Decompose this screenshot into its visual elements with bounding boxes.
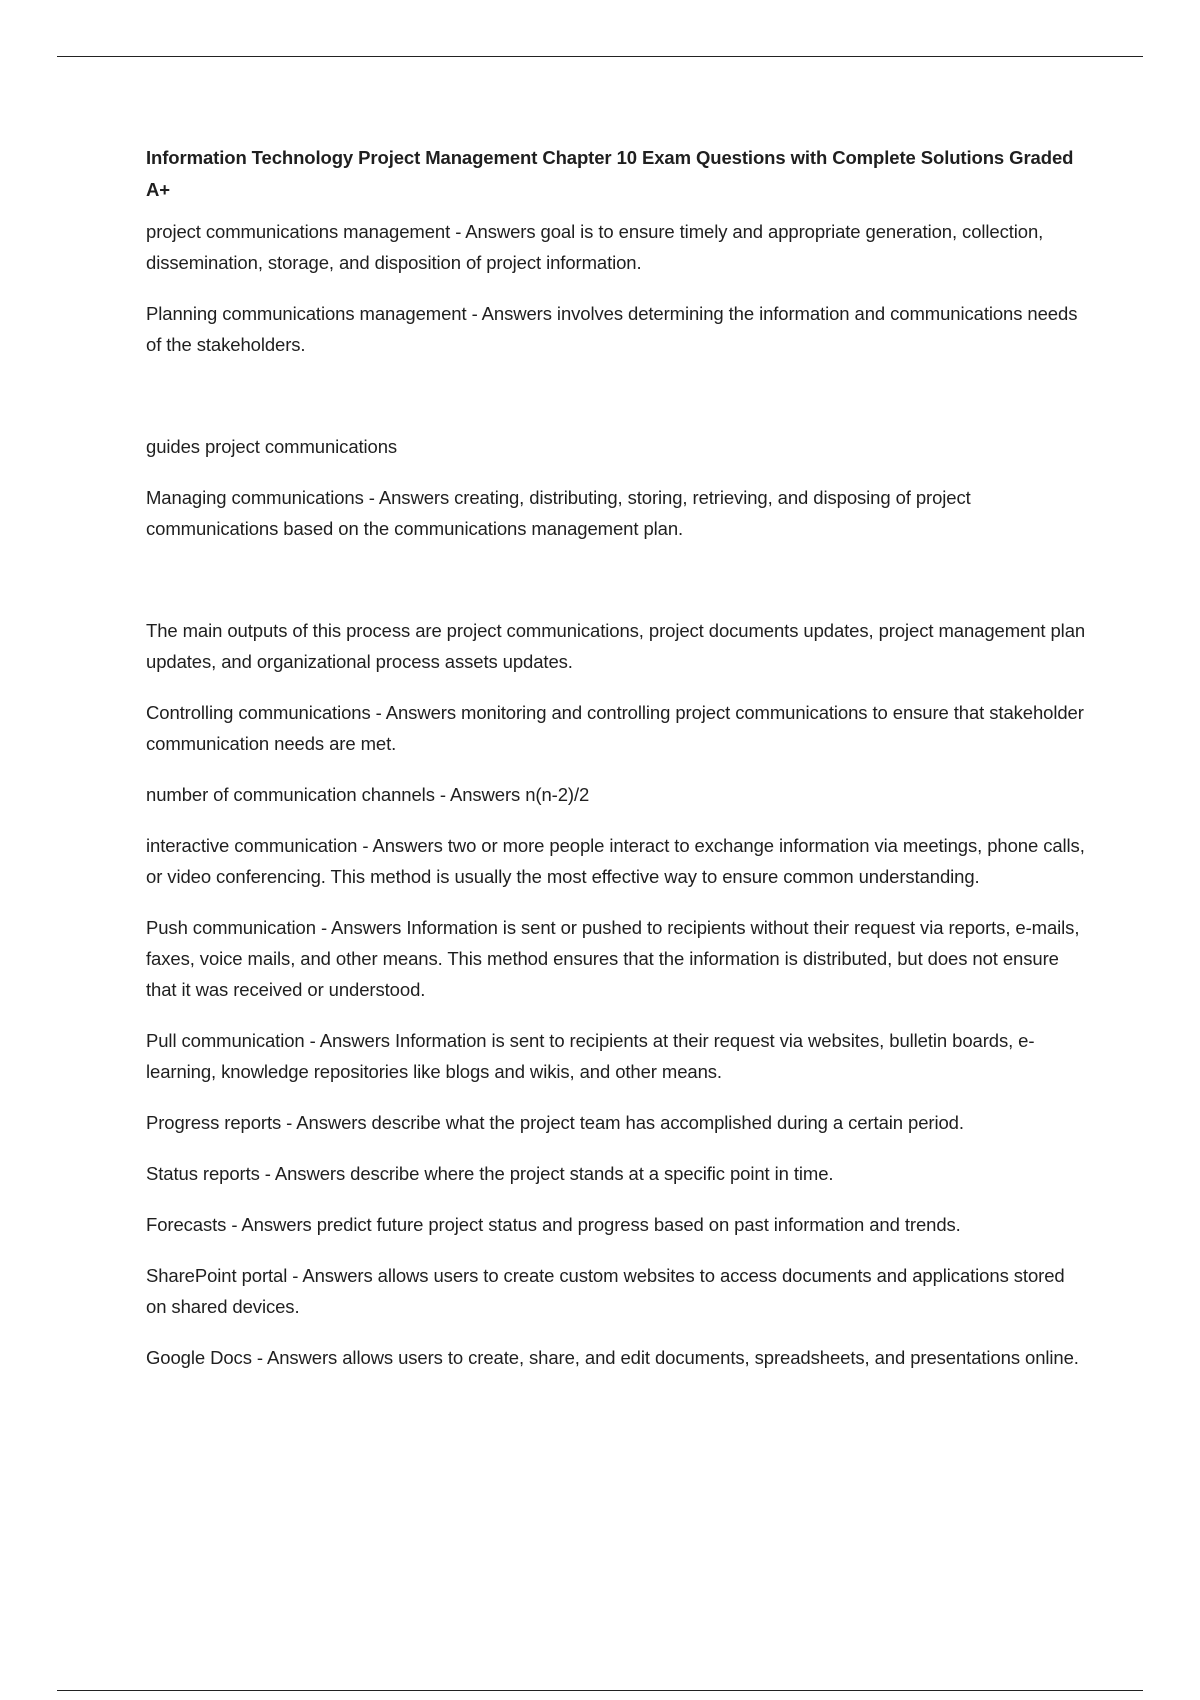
paragraph: Push communication - Answers Information is sent or pushed to recipients without their request via reports, e-mails, faxes, voice mails, and other means. This method ensures that the information is distributed, but does not ensure that it was received or understood. (146, 917, 1080, 1000)
paragraph: interactive communication - Answers two or more people interact to exchange information via meetings, phone calls, or video conferencing. This method is usually the most effective way to ensure common understanding. (146, 835, 1085, 887)
header-rule (57, 56, 1143, 57)
paragraph: SharePoint portal - Answers allows users to create custom websites to access documents and applications stored on shared devices. (146, 1265, 1065, 1317)
paragraph: number of communication channels - Answers n(n-2)/2 (146, 784, 590, 805)
paragraph: Pull communication - Answers Information is sent to recipients at their request via websites, bulletin boards, e-learning, knowledge repositories like blogs and wikis, and other means. (146, 1030, 1035, 1082)
paragraph: The main outputs of this process are project communications, project documents updates, project management plan updates, and organizational process assets updates. (146, 620, 1086, 672)
paragraph: Planning communications management - Answers involves determining the information and communications needs of the stakeholders. (146, 303, 1078, 355)
paragraph: guides project communications (146, 436, 398, 457)
paragraph: Progress reports - Answers describe what the project team has accomplished during a certain period. (146, 1112, 964, 1133)
paragraph: Managing communications - Answers creating, distributing, storing, retrieving, and disposing of project communications based on the communications management plan. (146, 487, 971, 539)
paragraph: Google Docs - Answers allows users to create, share, and edit documents, spreadsheets, and presentations online. (146, 1347, 1079, 1368)
paragraph: Forecasts - Answers predict future project status and progress based on past information and trends. (146, 1214, 961, 1235)
paragraph: Status reports - Answers describe where the project stands at a specific point in time. (146, 1163, 834, 1184)
paragraph: Controlling communications - Answers monitoring and controlling project communications to ensure that stakeholder communication needs are met. (146, 702, 1084, 754)
document-title: Information Technology Project Management Chapter 10 Exam Questions with Complete Solutions Graded A+ (146, 147, 1074, 200)
document-body (146, 142, 1086, 1393)
footer-rule (57, 1690, 1143, 1691)
paragraph: project communications management - Answers goal is to ensure timely and appropriate generation, collection, dissemination, storage, and disposition of project information. (146, 221, 1044, 273)
